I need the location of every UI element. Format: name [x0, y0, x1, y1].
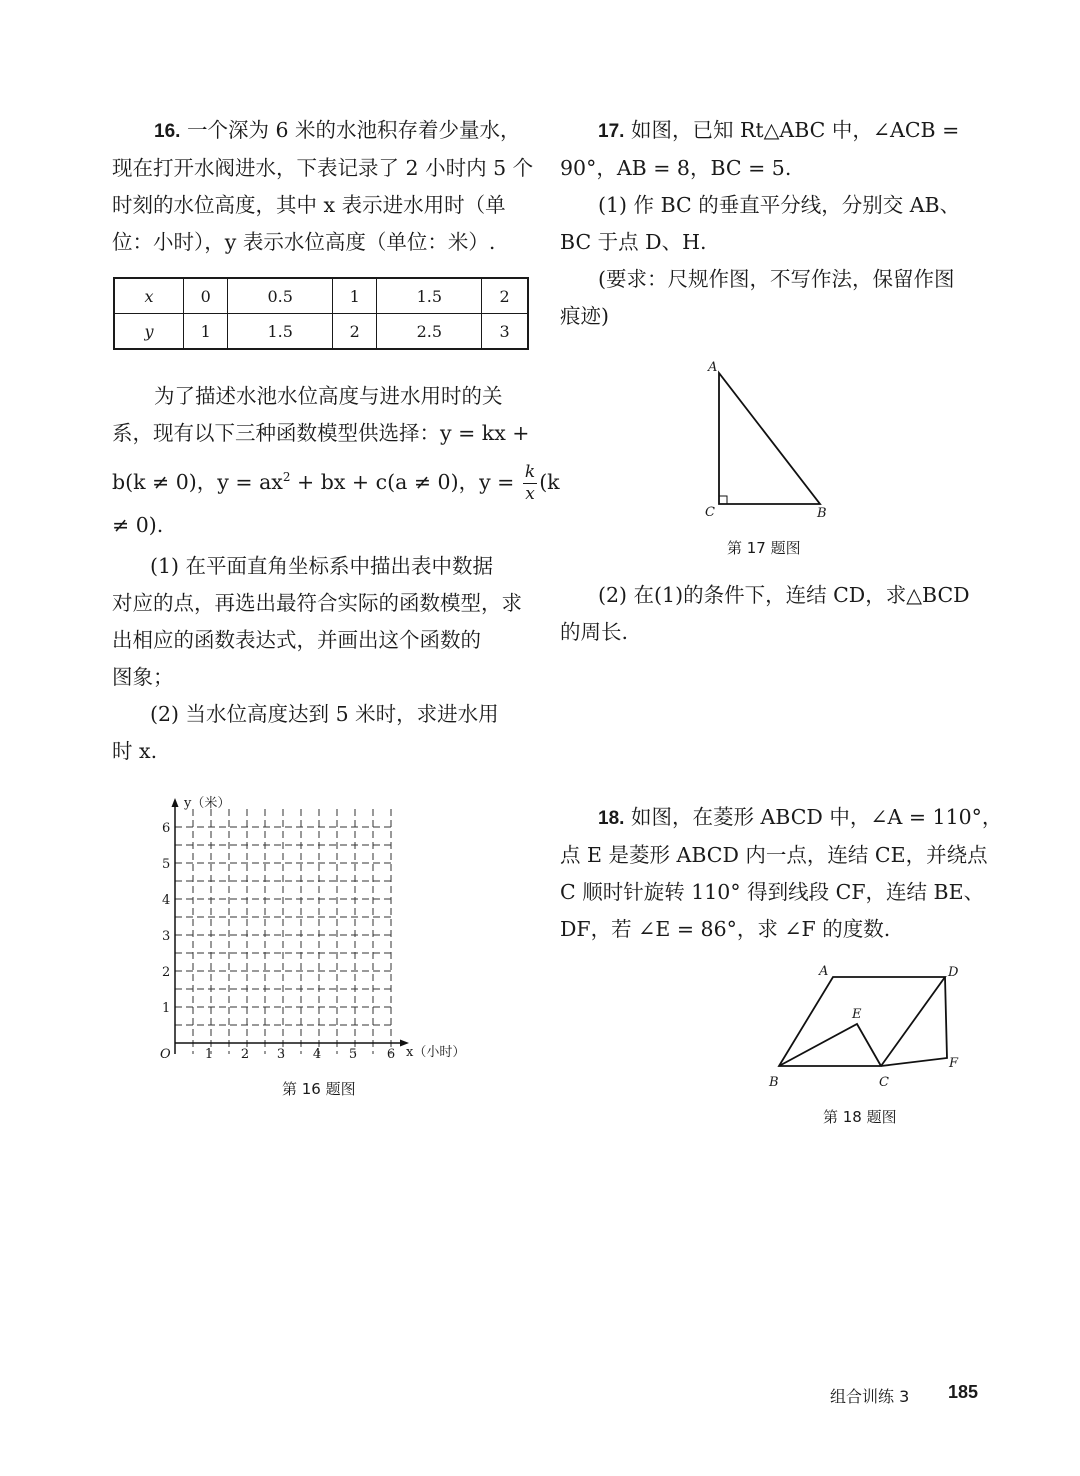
origin-label: O: [160, 1047, 171, 1062]
q18-line-1: 18. 如图，在菱形 ABCD 中，∠A = 110°，: [598, 805, 1003, 829]
q16-data-table: [113, 277, 529, 350]
q16-text2-line-2: 系，现有以下三种函数模型供选择：y = kx +: [112, 421, 530, 445]
q17-req-line-2: 痕迹): [560, 304, 609, 328]
q17-part2-line-1: (2) 在(1)的条件下，连结 CD，求△BCD: [598, 583, 970, 607]
table-cell: 1: [333, 278, 377, 314]
q18-line-4: DF，若 ∠E = 86°，求 ∠F 的度数.: [560, 917, 891, 941]
x-axis-label: x（小时）: [406, 1045, 466, 1060]
q18-number: 18.: [598, 808, 625, 829]
q16-part-1: [112, 548, 532, 770]
q17-line-1: 17. 如图，已知 Rt△ABC 中，∠ACB =: [598, 118, 960, 142]
point-label-c: C: [705, 505, 715, 520]
point-label-f: F: [949, 1056, 959, 1071]
q16-text2-line-4: ≠ 0).: [112, 512, 164, 537]
q18-caption: 第 18 题图: [823, 1108, 897, 1126]
y-axis-label: y（米）: [184, 796, 231, 811]
point-label-d: D: [948, 965, 959, 980]
table-cell: 2.5: [377, 314, 482, 350]
q16-text-2: [112, 378, 560, 544]
point-label-b: B: [817, 506, 827, 521]
y-tick: 1: [162, 1001, 171, 1016]
right-angle-mark: [719, 496, 727, 504]
table-cell: 3: [482, 314, 528, 350]
question-17: [560, 112, 980, 335]
q16-line-4: 位：小时），y 表示水位高度（单位：米）.: [112, 230, 496, 254]
question-18: [560, 799, 1003, 948]
q16-part1-line-1: (1) 在平面直角坐标系中描出表中数据: [150, 554, 494, 578]
q16-part2-line-1: (2) 当水位高度达到 5 米时，求进水用: [150, 702, 499, 726]
x-tick: 3: [276, 1047, 286, 1062]
grid-lines: [175, 809, 393, 1054]
table-row: [114, 314, 528, 350]
triangle-abc: [719, 373, 820, 504]
q16-number: 16.: [154, 121, 181, 142]
table-cell: y: [114, 314, 184, 350]
table-cell: 2: [333, 314, 377, 350]
y-tick: 2: [162, 965, 171, 980]
segments-be-ec: [779, 1024, 881, 1066]
q16-coordinate-grid: [150, 790, 490, 1080]
q16-part1-line-3: 出相应的函数表达式，并画出这个函数的: [112, 628, 481, 652]
x-tick: 6: [386, 1047, 396, 1062]
table-cell: 0: [184, 278, 228, 314]
table-row: [114, 278, 528, 314]
q17-number: 17.: [598, 121, 625, 142]
point-label-a: A: [819, 964, 829, 979]
x-tick: 4: [312, 1047, 322, 1062]
table-cell: 1.5: [377, 278, 482, 314]
q16-part1-line-2: 对应的点，再选出最符合实际的函数模型，求: [112, 591, 522, 615]
q17-req-line-1: (要求：尺规作图，不写作法，保留作图: [598, 267, 955, 291]
q16-line-1: 16. 一个深为 6 米的水池积存着少量水，: [154, 118, 521, 142]
x-tick: 5: [348, 1047, 358, 1062]
y-tick: 3: [162, 929, 171, 944]
q16-text2-line-1: 为了描述水池水位高度与进水用时的关: [154, 384, 503, 408]
q16-part1-line-4: 图象；: [112, 665, 174, 689]
table-cell: 0.5: [228, 278, 333, 314]
page-number: 185: [948, 1382, 979, 1402]
fraction-k-over-x: $\frac{k}{x}$: [524, 461, 536, 504]
q18-line-2: 点 E 是菱形 ABCD 内一点，连结 CE，并绕点: [560, 843, 988, 867]
q17-part1-line-1: (1) 作 BC 的垂直平分线，分别交 AB、: [598, 193, 961, 217]
q16-part2-line-2: 时 x.: [112, 739, 158, 763]
q16-text2-line-3: b(k ≠ 0)，$y = ax^2$ + bx + c(a ≠ 0)，y = $\frac{k}{x}$ (k: [112, 461, 560, 504]
table-cell: x: [114, 278, 184, 314]
q18-rhombus-figure: [762, 960, 972, 1095]
question-16: [112, 112, 532, 261]
table-cell: 2: [482, 278, 528, 314]
q16-line-2: 现在打开水阀进水，下表记录了 2 小时内 5 个: [112, 156, 534, 180]
q16-caption: 第 16 题图: [282, 1080, 356, 1098]
point-label-e: E: [852, 1007, 862, 1022]
section-title: 组合训练 3: [830, 1387, 910, 1406]
y-tick: 5: [162, 857, 171, 872]
q18-line-3: C 顺时针旋转 110° 得到线段 CF，连结 BE、: [560, 880, 985, 904]
q17-part2-line-2: 的周长.: [560, 620, 629, 644]
table-cell: 1: [184, 314, 228, 350]
q16-line-3: 时刻的水位高度，其中 x 表示进水用时（单: [112, 193, 506, 217]
y-tick: 6: [162, 821, 171, 836]
point-label-c: C: [879, 1075, 889, 1090]
q17-part1-line-2: BC 于点 D、H.: [560, 230, 707, 254]
x-tick: 1: [204, 1047, 214, 1062]
y-axis-arrow: [172, 798, 179, 807]
q17-line-2: 90°，AB = 8，BC = 5.: [560, 156, 792, 180]
q17-part-2: [560, 577, 980, 651]
point-label-a: A: [708, 360, 718, 375]
point-label-b: B: [769, 1075, 779, 1090]
q17-triangle-figure: [700, 358, 850, 523]
y-tick: 4: [162, 893, 171, 908]
q17-caption: 第 17 题图: [727, 539, 801, 557]
x-tick: 2: [240, 1047, 250, 1062]
table-cell: 1.5: [228, 314, 333, 350]
